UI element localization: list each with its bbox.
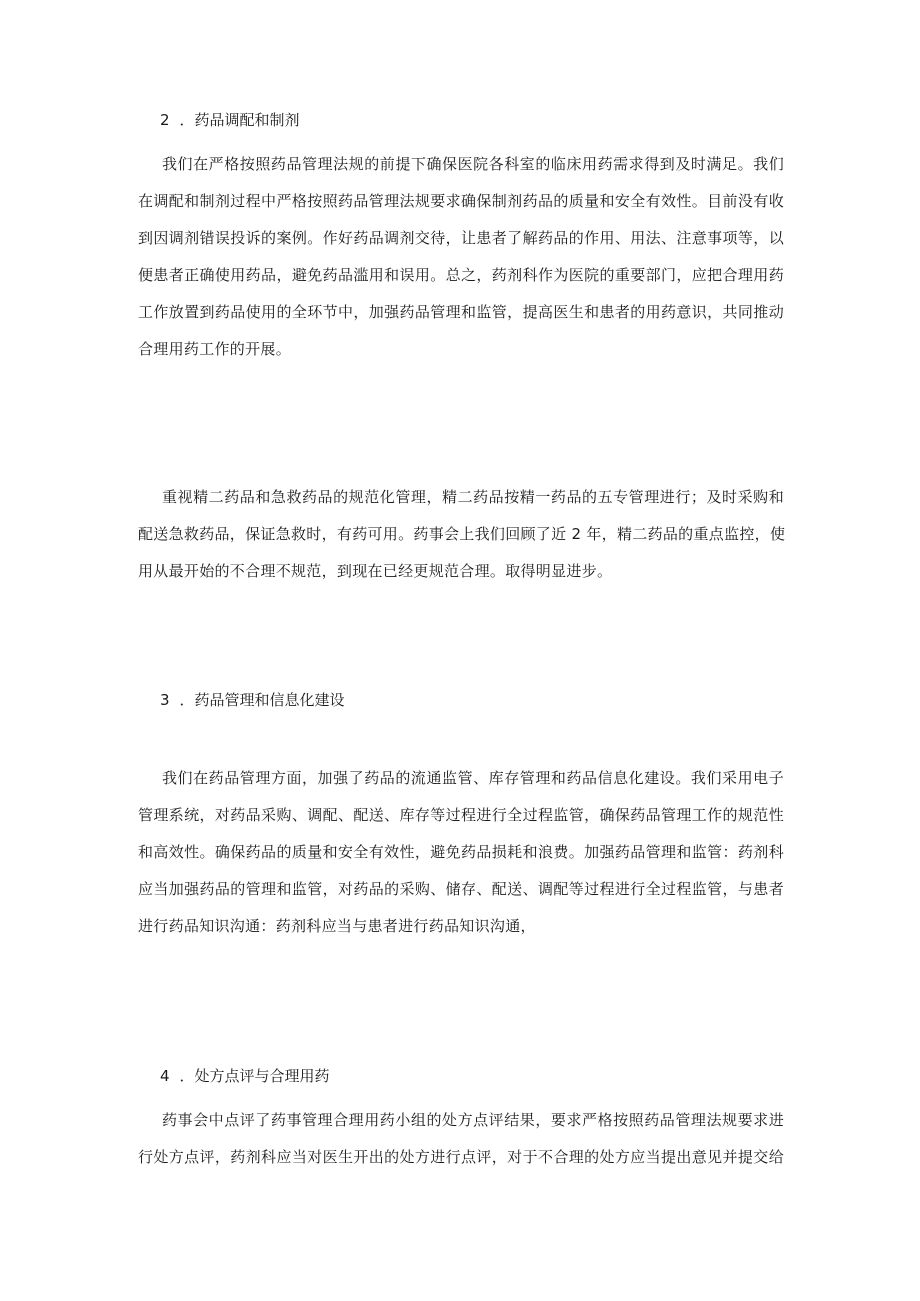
text-line: 行处方点评，药剂科应当对医生开出的处方进行点评，对于不合理的处方应当提出意见并提交给 [138, 1148, 784, 1166]
paragraph [138, 146, 784, 368]
section-number: 3 [160, 691, 170, 709]
section-number: 2 [160, 111, 170, 129]
paragraph [138, 760, 784, 945]
text-line: 和高效性。确保药品的质量和安全有效性，避免药品损耗和浪费。加强药品管理和监管：药剂科 [138, 843, 784, 861]
section-number: 4 [160, 1067, 170, 1085]
text-line: 药事会中点评了药事管理合理用药小组的处方点评结果，要求严格按照药品管理法规要求进 [162, 1111, 784, 1129]
text-line: 进行药品知识沟通：药剂科应当与患者进行药品知识沟通， [138, 917, 536, 935]
text-line: 我们在严格按照药品管理法规的前提下确保医院各科室的临床用药需求得到及时满足。我们 [162, 155, 784, 173]
section-title: ．处方点评与合理用药 [179, 1067, 330, 1085]
text-line: 重视精二药品和急救药品的规范化管理，精二药品按精一药品的五专管理进行；及时采购和 [162, 488, 784, 506]
text-line: 工作放置到药品使用的全环节中，加强药品管理和监管，提高医生和患者的用药意识，共同推动 [138, 303, 784, 321]
paragraph [138, 1102, 784, 1176]
text-line: 管理系统，对药品采购、调配、配送、库存等过程进行全过程监管，确保药品管理工作的规范性 [138, 806, 784, 824]
section-heading-2 [160, 110, 300, 130]
section-heading-4 [160, 1066, 330, 1086]
section-title: ．药品管理和信息化建设 [179, 691, 345, 709]
text-line: 应当加强药品的管理和监管，对药品的采购、储存、配送、调配等过程进行全过程监管，与患者 [138, 880, 784, 898]
text-line: 便患者正确使用药品，避免药品滥用和误用。总之，药剂科作为医院的重要部门，应把合理用药 [138, 266, 784, 284]
text-line: 合理用药工作的开展。 [138, 340, 292, 358]
text-line: 配送急救药品，保证急救时，有药可用。药事会上我们回顾了近 2 年，精二药品的重点监控，使 [138, 525, 786, 543]
text-line: 在调配和制剂过程中严格按照药品管理法规要求确保制剂药品的质量和安全有效性。目前没有收 [138, 192, 784, 210]
section-title: ．药品调配和制剂 [179, 111, 300, 129]
text-line: 用从最开始的不合理不规范，到现在已经更规范合理。取得明显进步。 [138, 562, 613, 580]
text-line: 我们在药品管理方面，加强了药品的流通监管、库存管理和药品信息化建设。我们采用电子 [162, 769, 784, 787]
section-heading-3 [160, 690, 345, 710]
text-line: 到因调剂错误投诉的案例。作好药品调剂交待，让患者了解药品的作用、用法、注意事项等，以 [138, 229, 784, 247]
paragraph [138, 479, 784, 590]
